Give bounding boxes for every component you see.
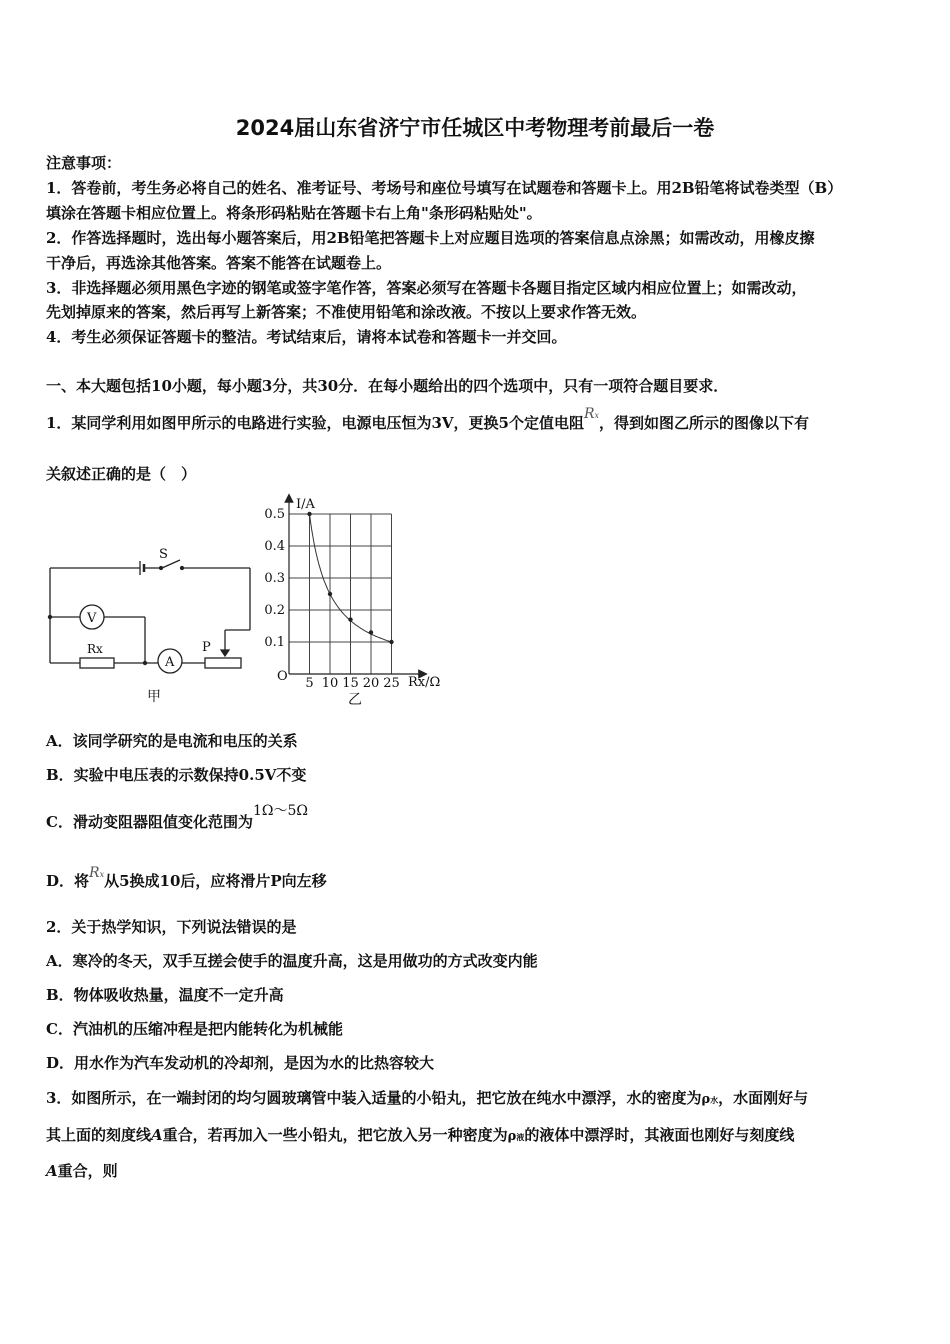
- q3-line1-b: ，水面刚好与: [718, 1089, 809, 1107]
- rho-water-sub: 水: [710, 1095, 719, 1105]
- q2-option: C．汽油机的压缩冲程是把内能转化为机械能: [46, 1020, 343, 1038]
- x-tick-label: 10: [321, 676, 339, 691]
- data-point: [328, 592, 332, 596]
- rx-subscript: x: [99, 870, 105, 879]
- rx-subscript: x: [594, 411, 600, 420]
- circuit-caption: 甲: [147, 689, 161, 705]
- q3-line1: [46, 1088, 808, 1110]
- slider-label: P: [202, 640, 211, 655]
- voltmeter-label: V: [87, 611, 97, 626]
- y-tick-label: 0.1: [264, 635, 285, 650]
- q1-option-a: A．该同学研究的是电流和电压的关系: [46, 732, 298, 750]
- q3-line2: [46, 1125, 794, 1147]
- section-heading: 一、本大题包括10小题，每小题3分，共30分．在每小题给出的四个选项中，只有一项符合题目要求．: [46, 377, 729, 395]
- origin-label: O: [277, 669, 288, 684]
- rx-letter: R: [583, 406, 595, 422]
- q2-option: B．物体吸收热量，温度不一定升高: [46, 986, 284, 1004]
- rx-symbol: [584, 406, 599, 422]
- y-tick-label: 0.5: [264, 507, 285, 522]
- graph-caption: 乙: [348, 692, 362, 708]
- q1-stem-a: 1．某同学利用如图甲所示的电路进行实验，电源电压恒为3V，更换5个定值电阻: [46, 414, 584, 432]
- resistor-label: Rx: [87, 642, 103, 656]
- notice-line: 填涂在答题卡相应位置上。将条形码粘贴在答题卡右上角"条形码粘贴处"。: [46, 204, 542, 222]
- q2-stem: 2．关于热学知识，下列说法错误的是: [46, 918, 297, 936]
- x-tick-label: 20: [362, 676, 380, 691]
- q1-option-d-a: D．将: [46, 872, 90, 890]
- data-point: [307, 512, 311, 516]
- ammeter-label: A: [165, 655, 175, 670]
- y-tick-label: 0.2: [264, 603, 285, 618]
- data-point: [369, 630, 373, 634]
- q3-line2-b: 重合，若再加入一些小铅丸，把它放入另一种密度为: [162, 1126, 508, 1144]
- q1-option-d: [46, 865, 327, 894]
- x-axis-label: Rx/Ω: [408, 675, 441, 690]
- page-title: 2024届山东省济宁市任城区中考物理考前最后一卷: [235, 116, 715, 140]
- q1-option-c-math: 1Ω～5Ω: [252, 803, 308, 819]
- notice-line: 先划掉原来的答案，然后再写上新答案；不准使用铅笔和涂改液。不按以上要求作答无效。: [46, 303, 647, 321]
- q3-line2-a: 其上面的刻度线: [46, 1126, 152, 1144]
- y-tick-label: 0.4: [264, 539, 285, 554]
- q1-option-c: [46, 803, 308, 833]
- circuit-diagram: [40, 540, 270, 710]
- q1-option-c-text: C．滑动变阻器阻值变化范围为: [46, 813, 253, 831]
- rho-liquid-sub: 液: [516, 1132, 525, 1142]
- rho-symbol: ρ: [701, 1092, 711, 1107]
- q1-option-d-b: 从5换成10后，应将滑片P向左移: [104, 872, 327, 890]
- q2-option: A．寒冷的冬天，双手互搓会使手的温度升高，这是用做功的方式改变内能: [46, 952, 538, 970]
- q1-stem-line2: 关叙述正确的是（ ）: [46, 465, 197, 483]
- rx-symbol: [89, 865, 104, 881]
- q3-line1-a: 3．如图所示，在一端封闭的均匀圆玻璃管中装入适量的小铅丸，把它放在纯水中漂浮，水的密度为: [46, 1089, 702, 1107]
- q3-line3: [46, 1161, 118, 1181]
- notice-line: 4．考生必须保证答题卡的整洁。考试结束后，请将本试卷和答题卡一并交回。: [46, 328, 567, 346]
- notice-line: 1．答卷前，考生务必将自己的姓名、准考证号、考场号和座位号填写在试题卷和答题卡上。用2B铅笔将试卷类型（B）: [46, 179, 843, 197]
- current-resistance-graph: [258, 490, 468, 710]
- q3-line3-a: 重合，则: [57, 1162, 118, 1180]
- q2-option: D．用水作为汽车发动机的冷却剂，是因为水的比热容较大: [46, 1054, 435, 1072]
- y-axis-label: I/A: [296, 497, 315, 512]
- q3-line2-c: 的液体中漂浮时，其液面也刚好与刻度线: [524, 1126, 795, 1144]
- y-tick-label: 0.3: [264, 571, 285, 586]
- notice-line: 2．作答选择题时，选出每小题答案后，用2B铅笔把答题卡上对应题目选项的答案信息点涂黑；如需改动，用橡皮擦: [46, 229, 815, 247]
- x-tick-label: 25: [383, 676, 400, 691]
- switch-label: S: [159, 547, 168, 562]
- q1-stem-b: ，得到如图乙所示的图像以下有: [599, 414, 810, 432]
- notice-heading: 注意事项：: [46, 154, 122, 172]
- mark-a: A: [151, 1126, 163, 1144]
- mark-a: A: [46, 1162, 58, 1180]
- x-tick-label: 5: [305, 676, 314, 691]
- q1-option-b: B．实验中电压表的示数保持0.5V不变: [46, 766, 307, 784]
- q1-stem-line1: [46, 406, 810, 436]
- rho-symbol: ρ: [507, 1129, 517, 1144]
- notice-line: 干净后，再选涂其他答案。答案不能答在试题卷上。: [46, 254, 392, 272]
- notice-line: 3．非选择题必须用黑色字迹的钢笔或签字笔作答，答案必须写在答题卡各题目指定区域内相应位置上；如需改动，: [46, 279, 807, 297]
- x-tick-label: 15: [342, 676, 359, 691]
- data-point: [348, 617, 352, 621]
- data-point: [389, 640, 393, 644]
- rx-letter: R: [89, 865, 100, 881]
